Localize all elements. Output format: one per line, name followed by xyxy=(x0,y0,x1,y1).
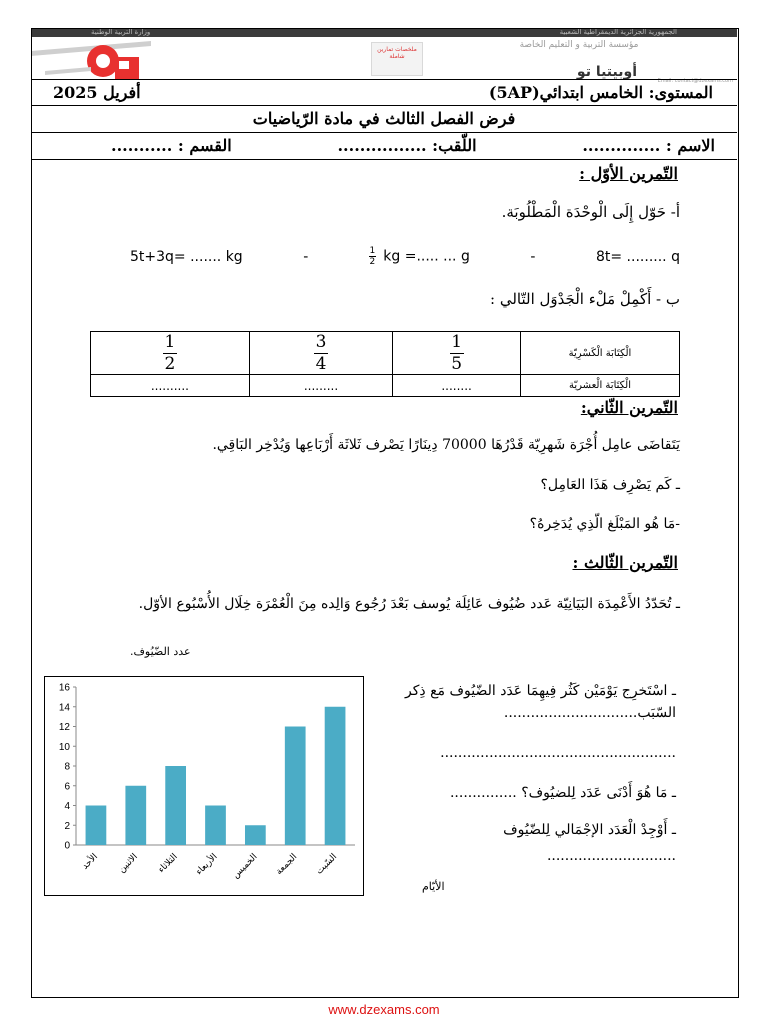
x-tick-label: الاثنين xyxy=(116,852,140,875)
bar xyxy=(86,806,107,846)
conversion-separator-1: - xyxy=(303,248,309,265)
exercise-2-title: التّمرين الثّاني: xyxy=(580,398,678,417)
y-tick-label: 16 xyxy=(58,682,70,694)
exercise-3-question-3-line: ............................. xyxy=(546,848,676,864)
exercise-1-part-b: ب - أَكْمِلْ مَلْء الْجَدْوَل التّالي : xyxy=(490,290,680,308)
institution-name: مؤسسة التربية و التعليم الخاصة xyxy=(519,40,639,50)
level-text: المستوى: الخامس ابتدائي(5AP) xyxy=(488,83,713,102)
bar xyxy=(125,786,146,845)
table-cell xyxy=(91,332,250,375)
header-row-level xyxy=(31,79,737,105)
exercise-1-part-a: أ- حَوّل إِلَى الْوحْدَة الْمَطْلُوبَة. xyxy=(501,203,680,221)
y-tick-label: 0 xyxy=(64,840,70,852)
name-field: الاسم : .............. xyxy=(582,136,715,155)
bar xyxy=(245,825,266,845)
conversion-2 xyxy=(369,246,470,267)
denominator: 5 xyxy=(451,354,463,374)
booklet-text: ملخصات تمارين شاملة xyxy=(377,46,417,60)
bar xyxy=(325,707,346,845)
fraction xyxy=(163,333,177,374)
bar-chart xyxy=(45,677,363,895)
conversion-2-fraction xyxy=(369,246,376,267)
header-row-title xyxy=(31,105,737,132)
ministry-text: وزارة التربية الوطنية xyxy=(91,28,151,36)
contact-line: Email: contact@dzexams.com xyxy=(657,78,733,84)
y-tick-label: 10 xyxy=(58,741,70,753)
exercise-3-question-2: ـ مَا هُوَ أَدْنَى عَدَد لِلضيُوف؟ ............... xyxy=(449,785,676,801)
conversion-separator-2: - xyxy=(530,248,536,265)
answer-blank: ......... xyxy=(249,375,392,397)
exercise-2-question-1: ـ كَم يَصْرِف هَذَا العَامِل؟ xyxy=(540,477,680,493)
chart-frame xyxy=(44,676,364,896)
numerator: 3 xyxy=(315,332,327,352)
bar xyxy=(285,727,306,846)
exercise-3-question-1-line: ..................................................... xyxy=(440,745,676,761)
x-tick-label: الأحد xyxy=(80,852,101,872)
fraction-table xyxy=(90,331,680,397)
numerator: 1 xyxy=(164,332,176,352)
table-cell xyxy=(249,332,392,375)
conversion-line xyxy=(130,246,680,267)
x-tick-label: الأربعاء xyxy=(194,852,220,878)
exercise-3-title: التّمرين الثّالث : xyxy=(572,553,678,572)
answer-blank: ........ xyxy=(393,375,521,397)
numerator: 1 xyxy=(451,332,463,352)
chart-x-label: الأيّام xyxy=(422,880,445,893)
table-row xyxy=(91,332,680,375)
conversion-2-numerator: 1 xyxy=(369,246,376,256)
y-tick-label: 14 xyxy=(58,702,70,714)
bar xyxy=(165,766,186,845)
exercise-3-question-3: ـ أَوْجِدْ الْعَدَد الإجْمَالي لِلضّيُوف xyxy=(503,822,676,838)
y-tick-label: 2 xyxy=(64,820,70,832)
surname-field: اللّقب: ................ xyxy=(337,136,477,155)
fraction xyxy=(314,333,328,374)
row-label-fraction: الْكِتَابَة الْكَسْرِيّة xyxy=(521,332,680,375)
table-cell xyxy=(393,332,521,375)
exam-title: فرض الفصل الثالث في مادة الرّياضيات xyxy=(252,109,516,128)
exercise-3-statement: ـ تُحَدّدُ الأَعْمِدَة البَيَانِيّة عَدد ضُيُوف عَائِلَة يُوسف بَعْدَ رُجُوع وَالِده مِنَ الْعُمْرَة خِلَال الأُسْبُوع الأوّل. xyxy=(138,596,680,612)
denominator: 2 xyxy=(164,354,176,374)
y-tick-label: 12 xyxy=(58,722,70,733)
conversion-3: 8t= ......... q xyxy=(595,248,680,265)
exercise-2-statement: يَتَقاضَى عامِل أُجْرَة شَهرِيّة قَدْرُهَا 70000 دِينَارًا يَصْرف ثَلاثَة أَرْبَاعِها وَيُدْخِر البَاقِي. xyxy=(212,437,680,453)
exercise-3-question-1: ـ اسْتَخرِج يَوْمَيْن كَثُر فِيهِمَا عَدَد الضّيُوف مَع ذِكر السّبَب.............................. xyxy=(405,683,676,721)
header-row-fields xyxy=(31,132,737,160)
conversion-1: 5t+3q= ....... kg xyxy=(130,248,243,265)
table-row xyxy=(91,375,680,397)
date-text: أفريل 2025 xyxy=(53,83,141,102)
y-tick-label: 6 xyxy=(64,781,70,793)
x-tick-label: السّبت xyxy=(314,852,340,877)
denominator: 4 xyxy=(315,354,327,374)
answer-blank: .......... xyxy=(91,375,250,397)
conversion-2-rest: kg =..... ... g xyxy=(383,248,470,265)
x-tick-label: الثلاثاء xyxy=(156,852,180,876)
republic-text: الجمهورية الجزائرية الديمقراطية الشعبية xyxy=(559,28,677,36)
y-tick-label: 4 xyxy=(64,801,70,812)
chart-y-label: عدد الضّيُوف. xyxy=(130,645,191,658)
exercise-2-question-2: -مَا هُو المَبْلَغ الّذِي يُدَخِرهُ؟ xyxy=(529,516,680,532)
x-tick-label: الجمعة xyxy=(274,852,300,878)
brand-name: أوبيتيا تو xyxy=(576,64,637,80)
exercise-1-title: التّمرين الأوّل : xyxy=(579,164,678,183)
footer-url: www.dzexams.com xyxy=(328,1002,440,1017)
conversion-2-denominator: 2 xyxy=(369,257,376,267)
x-tick-label: الخميس xyxy=(230,852,260,881)
section-field: القسم : ........... xyxy=(111,136,232,155)
fraction xyxy=(450,333,464,374)
bar xyxy=(205,806,226,846)
y-tick-label: 8 xyxy=(64,761,70,773)
row-label-decimal: الْكِتَابَة الْعشريّة xyxy=(521,375,680,397)
